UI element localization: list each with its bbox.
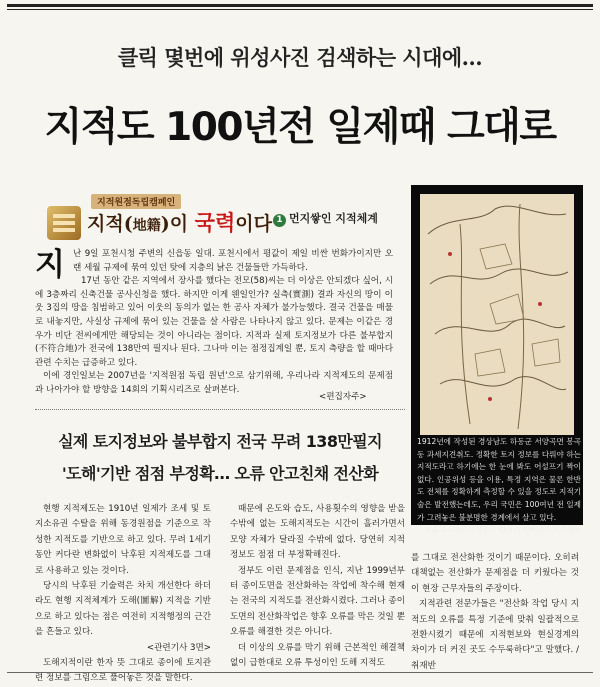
body-column-3 [411, 551, 579, 674]
lead-paragraph: 17년 동안 같은 지역에서 장사를 했다는 전모(58)씨는 더 이상은 안되겠다 싶어, 시에 3층짜리 신축건물 공사신청을 했다. 하지만 이게 웬일인가? 실측(實測) 결과 자신의 땅이 이웃 3집의 땅을 침범하고 있어 이웃의 동의가 없는 한 공사 자체가 불가능했다. 결국 건물을 매물로 내놓지만, 사실상 규제에 묶어 있는 건물을 살 사람은 나타나지 않고 있다. 문제는 이같은 경우가 비단 전씨에게만 해당되는 것이 아니라는 점이다. 지적과 실제 토지정보가 다른 불부합지(不符合地)가 전국에 138만여 필지나 된다. 그나마 이는 점정집계일 뿐, 토지 측량을 할 때마다 관련 수치는 급증하고 있다. [35, 276, 393, 368]
scroll-icon [47, 206, 81, 240]
campaign-title-red: 국력 [194, 210, 236, 235]
body-paragraph: 를 그대로 전산화한 것이기 때문이다. 오히려 대책없는 전산화가 문제점을 더 키웠다는 것이 현장 근무자들의 주장이다. [411, 553, 579, 594]
body-paragraph: 정부도 이런 문제점을 인식, 지난 1999년부터 종이도면을 전산화하는 작업에 착수해 현재는 전국의 지적도를 전산화시켰다. 그러나 종이도면의 전산화작업은 향후 오류를 막은 것일 뿐 오류를 해결한 것은 아니다. [230, 565, 405, 638]
photo-credit: <출처=대한지적공사 한국지적백년사 역사편> [425, 525, 581, 535]
bottom-rule [7, 672, 593, 673]
editor-note: <편집자주> [319, 392, 367, 402]
map-red-mark [448, 252, 452, 256]
body-paragraph: 당시의 낙후된 기술력은 차치 개선한다 하더라도 현행 지적체계가 도해(圖解) 지적을 기반으로 하고 있다는 점은 여전히 지적행정의 근간을 흔들고 있다. [35, 581, 211, 638]
photo-caption-text: 1912년에 작성된 경상남도 하동군 서양곡면 봉곡동 과세지견취도. 정확한 토지 정보를 다뤄야 하는 지적도라고 하기에는 한 눈에 봐도 어설프기 짝이 없다. 인공위성 등을 이용, 특정 지역은 물론 한반도 전체를 정확하게 측정할 수 있을 정도로 지적기술은 발전했는데도, 우리 국민은 100여년 전 일제가 그려놓은 불분명한 경계에서 살고 있다. [417, 437, 581, 522]
photo-caption [417, 436, 581, 537]
campaign-title-hanja: 地籍 [132, 218, 161, 234]
top-rule [7, 4, 593, 7]
related-article-ref: <관련기사 3면> [146, 642, 211, 653]
body-paragraph: 더 이상의 오류를 막기 위해 근본적인 해결책 없이 급한대로 오류 투성이인 도해 지적도 [230, 642, 405, 669]
map-paper [420, 194, 574, 435]
campaign-title [87, 207, 272, 237]
section-divider [35, 409, 405, 410]
body-paragraph: 때문에 온도와 습도, 사용횟수의 영향을 받을 수밖에 없는 도해지적도는 시간이 흘러가면서 모양 자체가 달라질 수밖에 없다. 당연히 지적 정보도 점점 더 부정확해진다. [230, 504, 405, 561]
map-red-mark [538, 302, 542, 306]
body-column-2 [230, 502, 405, 671]
campaign-title-suffix: 이다 [235, 213, 272, 235]
series-label [273, 210, 378, 227]
subtitle-2: '도해'기반 점점 부정확… 오류 안고친채 전산화 [61, 464, 379, 483]
newspaper-page [7, 4, 593, 684]
subtitle-1: 실제 토지정보와 불부합지 전국 무려 138만필지 [58, 432, 382, 451]
body-paragraph: 현행 지적제도는 1910년 일제가 조세 및 토지소유권 수탈을 위해 동경원점을 기준으로 작성한 지적도를 기반으로 하고 있다. 무려 1세기 동안 커다란 변화없이 낙후된 지적제도를 그대로 사용하고 있는 것이다. [35, 504, 211, 576]
drop-cap: 지 [35, 247, 65, 283]
subheadline: 클릭 몇번에 위성사진 검색하는 시대에… [117, 45, 483, 70]
headline: 지적도 100년전 일제때 그대로 [44, 105, 556, 150]
body-paragraph: 도해지적이란 한자 뜻 그대로 종이에 토지관련 정보를 그림으로 풀어놓은 것을 말한다. [35, 658, 211, 684]
series-number-badge: 1 [273, 214, 286, 227]
map-red-mark [488, 397, 492, 401]
lead-paragraph: 난 9일 포천시청 주변의 신읍동 일대. 포천시에서 평값이 제일 비싼 번화가이지만 오랜 세월 규제에 묶여 있던 탓에 지층의 낡은 건물들만 가득하다. [72, 249, 393, 273]
campaign-title-mid: )이 [160, 213, 195, 235]
old-cadastral-map-image [420, 194, 574, 435]
body-column-1 [35, 502, 211, 687]
campaign-title-prefix: 지적( [87, 213, 133, 235]
top-rule-thin [7, 9, 593, 10]
series-title: 먼지쌓인 지적체계 [289, 212, 378, 225]
lead-paragraphs [35, 248, 393, 398]
lead-paragraph: 이에 경인일보는 2007년을 '지적원점 독립 원년'으로 삼기위해, 우리나라 지적제도의 문제점과 나아가야 할 방향을 14회의 기획시리즈로 살펴본다. [35, 371, 393, 395]
campaign-tag: 지적원점독립캠페인 [91, 194, 181, 209]
body-paragraph: 지적관련 전문가들은 "전산화 작업 당시 지적도의 오류를 특정 기준에 맞춰 일괄적으로 전환시켰기 때문에 지적현보와 현실경계의 차이가 더 커진 곳도 수두룩하다"고 말했다. /취재반 [411, 599, 579, 671]
